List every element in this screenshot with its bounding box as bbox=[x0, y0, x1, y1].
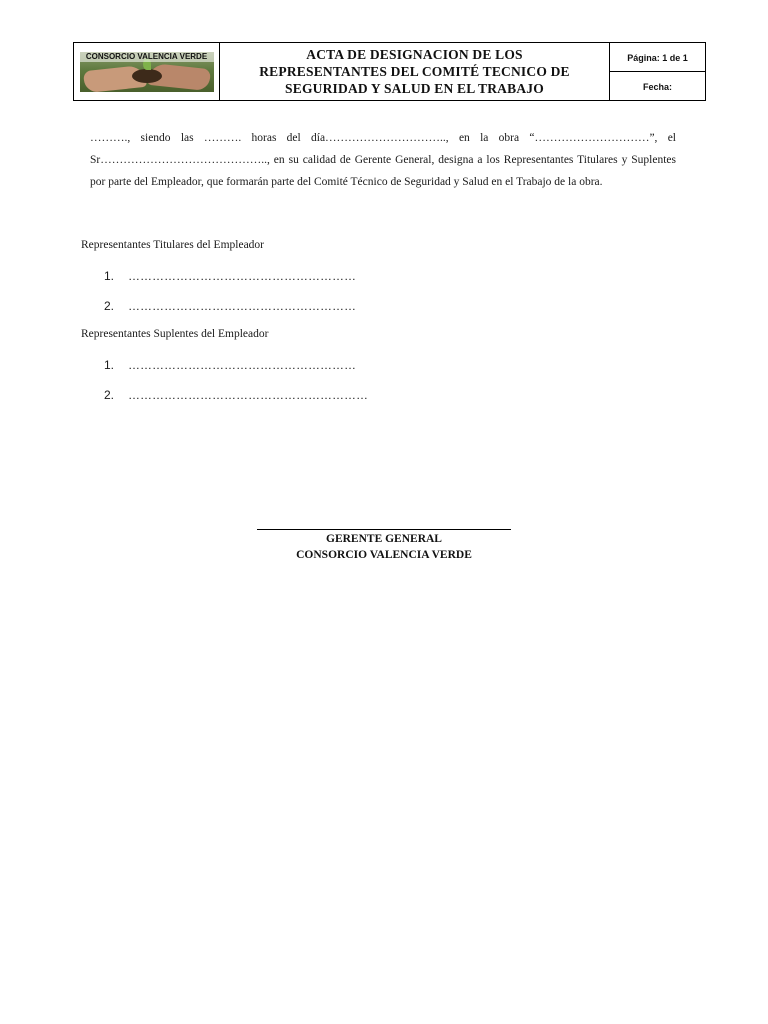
date-label: Fecha: bbox=[642, 82, 672, 92]
list-item bbox=[104, 291, 356, 321]
signature-block bbox=[257, 531, 511, 563]
fill-in-blank: ………………………………………………… bbox=[128, 358, 356, 372]
fill-in-blank: ………………………………………………… bbox=[128, 299, 356, 313]
page-cell bbox=[610, 43, 706, 72]
suplentes-list bbox=[104, 350, 368, 410]
suplentes-heading: Representantes Suplentes del Empleador bbox=[81, 328, 269, 340]
company-logo bbox=[80, 52, 214, 92]
fill-in-blank: ………………………………………………… bbox=[128, 269, 356, 283]
list-number: 2. bbox=[104, 388, 115, 402]
titulares-heading: Representantes Titulares del Empleador bbox=[81, 239, 265, 251]
list-item bbox=[104, 380, 368, 410]
list-number: 1. bbox=[104, 269, 115, 283]
list-number: 2. bbox=[104, 299, 115, 313]
title-line-3: SEGURIDAD Y SALUD EN EL TRABAJO bbox=[285, 81, 544, 96]
fill-in-blank: …………………………………………………… bbox=[128, 388, 368, 402]
list-number: 1. bbox=[104, 358, 115, 372]
logo-cell bbox=[74, 43, 220, 101]
body-paragraph: ………., siendo las ………. horas del día………………………….., en la obra “…………………………”, el Sr…………………………………….., en su calidad de Gerente General, designa a los Representantes Titulares y Suplentes por parte del Empleador, que formarán parte del Comité Técnico de Seguridad y Salud en el Trabajo de la obra. bbox=[90, 132, 676, 188]
soil-shape bbox=[132, 69, 162, 83]
document-header bbox=[73, 42, 706, 101]
page-number: Página: 1 de 1 bbox=[627, 53, 688, 63]
signature-company: CONSORCIO VALENCIA VERDE bbox=[296, 549, 472, 561]
document-title bbox=[220, 46, 609, 97]
list-item bbox=[104, 350, 368, 380]
list-item bbox=[104, 261, 356, 291]
signature-line bbox=[257, 529, 511, 530]
signature-role: GERENTE GENERAL bbox=[326, 533, 442, 545]
title-line-2: REPRESENTANTES DEL COMITÉ TECNICO DE bbox=[259, 64, 570, 79]
titulares-list bbox=[104, 261, 356, 321]
date-cell bbox=[610, 72, 706, 101]
title-line-1: ACTA DE DESIGNACION DE LOS bbox=[306, 47, 523, 62]
logo-label: CONSORCIO VALENCIA VERDE bbox=[80, 52, 214, 62]
title-cell bbox=[220, 43, 610, 101]
